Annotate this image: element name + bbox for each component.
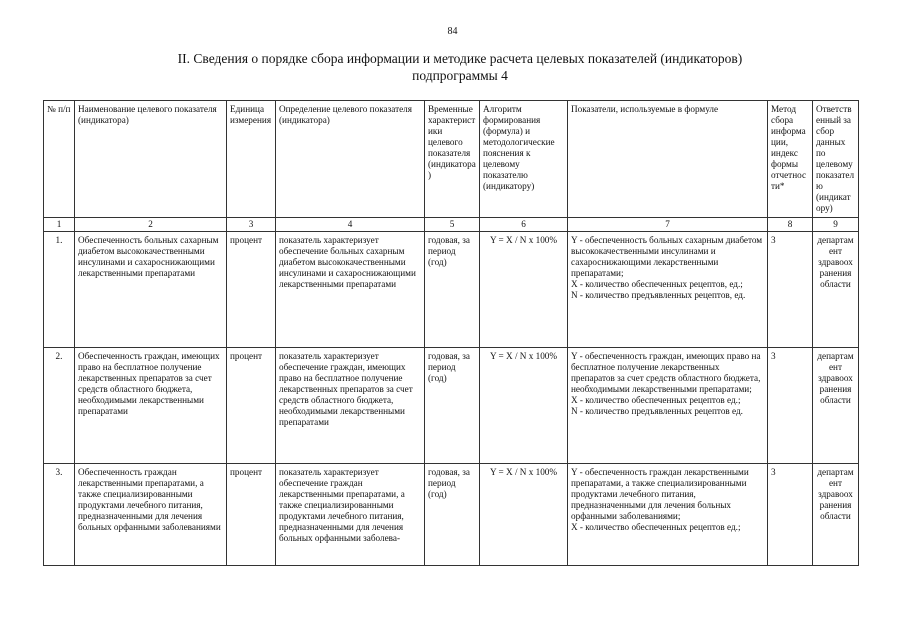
variable-n: N - количество предъявленных рецептов, ед.: [571, 290, 746, 300]
row-number: 2.: [44, 348, 75, 464]
header-cell: Единица измерения: [227, 101, 276, 218]
collection-method: 3: [768, 232, 813, 348]
indicator-name: Обеспеченность граждан, имеющих право на бесплатное получение лекарственных препаратов за счет средств областного бюджета, необходимыми лекарственными препаратами: [75, 348, 227, 464]
formula-variables: [568, 232, 768, 348]
variable-n: N - количество предъявленных рецептов ед.: [571, 406, 743, 416]
time-characteristics: годовая, за период (год): [425, 348, 480, 464]
header-cell: Метод сбора информации, индекс формы отчетности*: [768, 101, 813, 218]
column-number: 1: [44, 218, 75, 232]
header-cell: Алгоритм формирования (формула) и методологические пояснения к целевому показателю (индикатору): [480, 101, 568, 218]
formula-variables: [568, 348, 768, 464]
time-characteristics: годовая, за период (год): [425, 232, 480, 348]
unit: процент: [227, 232, 276, 348]
column-number: 5: [425, 218, 480, 232]
responsible: департамент здравоохранения области: [813, 464, 859, 566]
indicator-definition: показатель характеризует обеспечение граждан лекарственными препаратами, а также специализированными продуктами лечебного питания, предназначенными для лечения больных орфанными заболева-: [276, 464, 425, 566]
responsible: департамент здравоохранения области: [813, 348, 859, 464]
column-number: 2: [75, 218, 227, 232]
title-line-1: II. Сведения о порядке сбора информации и методике расчета целевых показателей (индикаторов): [177, 51, 743, 66]
header-cell: Ответственный за сбор данных по целевому показателю (индикатору): [813, 101, 859, 218]
column-number-row: [44, 218, 859, 232]
header-cell: Определение целевого показателя (индикатора): [276, 101, 425, 218]
header-row: [44, 101, 859, 218]
row-number: 1.: [44, 232, 75, 348]
variable-x: X - количество обеспеченных рецептов, ед.;: [571, 279, 743, 289]
variable-y: Y - обеспеченность больных сахарным диабетом высококачественными инсулинами и сахароснижающими лекарственными препаратами;: [571, 235, 763, 278]
column-number: 7: [568, 218, 768, 232]
table-row: [44, 348, 859, 464]
header-cell: Наименование целевого показателя (индикатора): [75, 101, 227, 218]
variable-y: Y - обеспеченность граждан лекарственными препаратами, а также специализированными продуктами лечебного питания, предназначенными для лечения больных орфанными заболеваниями;: [571, 467, 749, 521]
variable-y: Y - обеспеченность граждан, имеющих право на бесплатное получение лекарственных препаратов за счет средств областного бюджета, необходимыми лекарственными препаратами;: [571, 351, 761, 394]
row-number: 3.: [44, 464, 75, 566]
column-number: 9: [813, 218, 859, 232]
column-number: 3: [227, 218, 276, 232]
responsible: департамент здравоохранения области: [813, 232, 859, 348]
formula: Y = X / N x 100%: [480, 232, 568, 348]
collection-method: 3: [768, 348, 813, 464]
indicators-table: [43, 100, 859, 566]
indicator-name: Обеспеченность граждан лекарственными препаратами, а также специализированными продуктами лечебного питания, предназначенными для лечения больных орфанными заболеваниями: [75, 464, 227, 566]
indicator-definition: показатель характеризует обеспечение граждан, имеющих право на бесплатное получение лекарственных препаратов за счет средств областного бюджета, необходимыми лекарственными препаратами: [276, 348, 425, 464]
table-row: [44, 232, 859, 348]
table-row: [44, 464, 859, 566]
collection-method: 3: [768, 464, 813, 566]
indicator-definition: показатель характеризует обеспечение больных сахарным диабетом высококачественными инсулинами и сахароснижающими лекарственными препаратами: [276, 232, 425, 348]
column-number: 8: [768, 218, 813, 232]
column-number: 4: [276, 218, 425, 232]
column-number: 6: [480, 218, 568, 232]
variable-x: X - количество обеспеченных рецептов ед.;: [571, 395, 741, 405]
formula: Y = X / N x 100%: [480, 348, 568, 464]
formula-variables: [568, 464, 768, 566]
unit: процент: [227, 464, 276, 566]
title-line-2: подпрограммы 4: [412, 68, 508, 83]
variable-x: X - количество обеспеченных рецептов ед.;: [571, 522, 741, 532]
header-cell: Временные характеристики целевого показателя (индикатора): [425, 101, 480, 218]
header-cell: № п/п: [44, 101, 75, 218]
page-number: 84: [447, 26, 458, 37]
indicator-name: Обеспеченность больных сахарным диабетом высококачественными инсулинами и сахароснижающими лекарственными препаратами: [75, 232, 227, 348]
formula: Y = X / N x 100%: [480, 464, 568, 566]
header-cell: Показатели, используемые в формуле: [568, 101, 768, 218]
unit: процент: [227, 348, 276, 464]
time-characteristics: годовая, за период (год): [425, 464, 480, 566]
page-title: [60, 50, 860, 84]
